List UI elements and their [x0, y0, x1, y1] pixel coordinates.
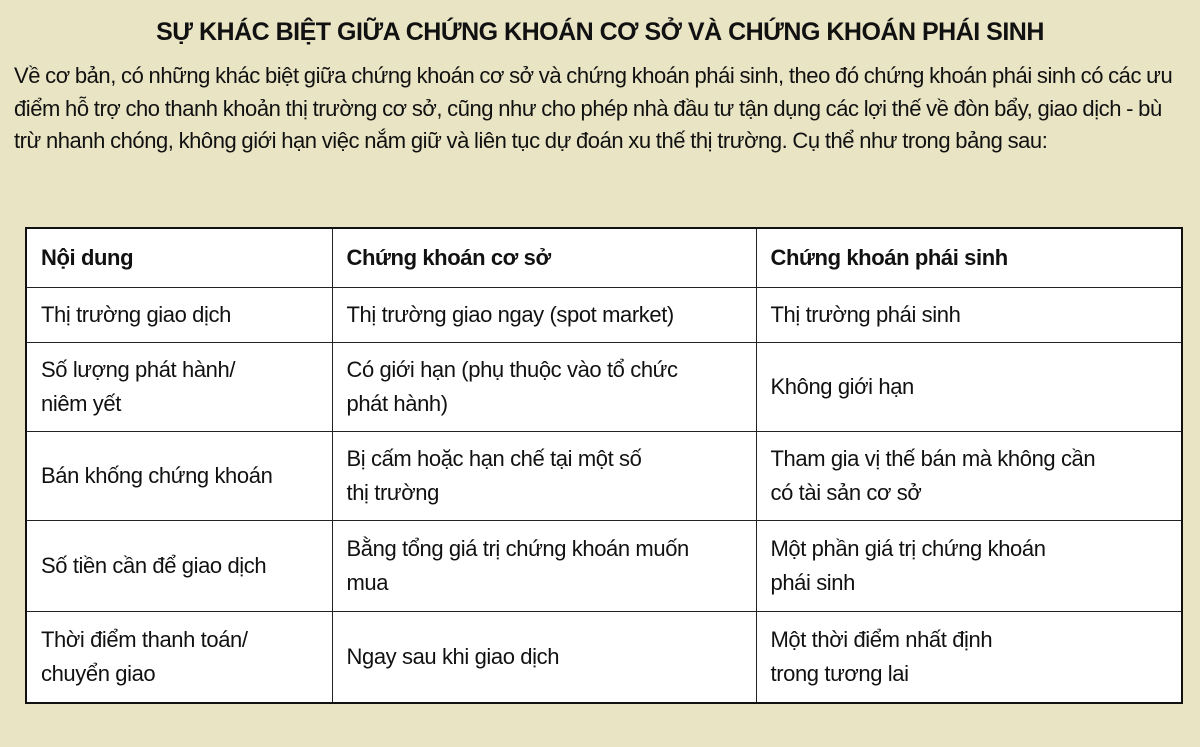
derivative-cell: [756, 521, 1182, 612]
table-row: [26, 343, 1182, 432]
row-label: Thời điểm thanh toán/ chuyển giao: [41, 627, 248, 686]
derivative-value: Tham gia vị thế bán mà không cần có tài sản cơ sở: [770, 446, 1096, 505]
row-label-cell: [26, 288, 332, 343]
derivative-value: Một phần giá trị chứng khoán phái sinh: [770, 536, 1046, 595]
underlying-cell: [332, 521, 756, 612]
row-label: Thị trường giao dịch: [41, 302, 231, 327]
derivative-cell: [756, 288, 1182, 343]
intro-paragraph: Về cơ bản, có những khác biệt giữa chứng khoán cơ sở và chứng khoán phái sinh, theo đó chứng khoán phái sinh có các ưu điểm hỗ trợ cho thanh khoản thị trường cơ sở, cũng như cho phép nhà đầu tư tận dụng các lợi thế về đòn bẩy, giao dịch - bù trừ nhanh chóng, không giới hạn việc nắm giữ và liên tục dự đoán xu thế thị trường. Cụ thể như trong bảng sau:: [14, 63, 1173, 153]
row-label: Số tiền cần để giao dịch: [41, 553, 267, 578]
derivative-cell: [756, 432, 1182, 521]
underlying-value: Thị trường giao ngay (spot market): [346, 302, 674, 327]
table-row: [26, 288, 1182, 343]
underlying-cell: [332, 432, 756, 521]
derivative-value: Một thời điểm nhất định trong tương lai: [770, 627, 993, 686]
table-header-row: [26, 228, 1182, 288]
header-underlying-securities: Chứng khoán cơ sở: [332, 228, 756, 288]
derivative-cell: [756, 343, 1182, 432]
underlying-value: Bằng tổng giá trị chứng khoán muốn mua: [346, 536, 689, 595]
row-label-cell: [26, 432, 332, 521]
underlying-cell: [332, 288, 756, 343]
row-label-cell: [26, 343, 332, 432]
page-title: SỰ KHÁC BIỆT GIỮA CHỨNG KHOÁN CƠ SỞ VÀ CHỨNG KHOÁN PHÁI SINH: [156, 18, 1044, 46]
header-content: Nội dung: [26, 228, 332, 288]
row-label-cell: [26, 521, 332, 612]
row-label: Số lượng phát hành/ niêm yết: [41, 357, 236, 416]
table-row: [26, 521, 1182, 612]
derivative-cell: [756, 612, 1182, 704]
table-row: [26, 432, 1182, 521]
comparison-table: [25, 227, 1183, 704]
underlying-cell: [332, 343, 756, 432]
table-row: [26, 612, 1182, 704]
row-label: Bán khống chứng khoán: [41, 463, 273, 488]
underlying-value: Bị cấm hoặc hạn chế tại một số thị trường: [346, 446, 642, 505]
row-label-cell: [26, 612, 332, 704]
derivative-value: Không giới hạn: [770, 374, 914, 399]
underlying-value: Có giới hạn (phụ thuộc vào tổ chức phát hành): [346, 357, 678, 416]
derivative-value: Thị trường phái sinh: [770, 302, 961, 327]
underlying-value: Ngay sau khi giao dịch: [346, 644, 560, 669]
header-derivative-securities: Chứng khoán phái sinh: [756, 228, 1182, 288]
underlying-cell: [332, 612, 756, 704]
